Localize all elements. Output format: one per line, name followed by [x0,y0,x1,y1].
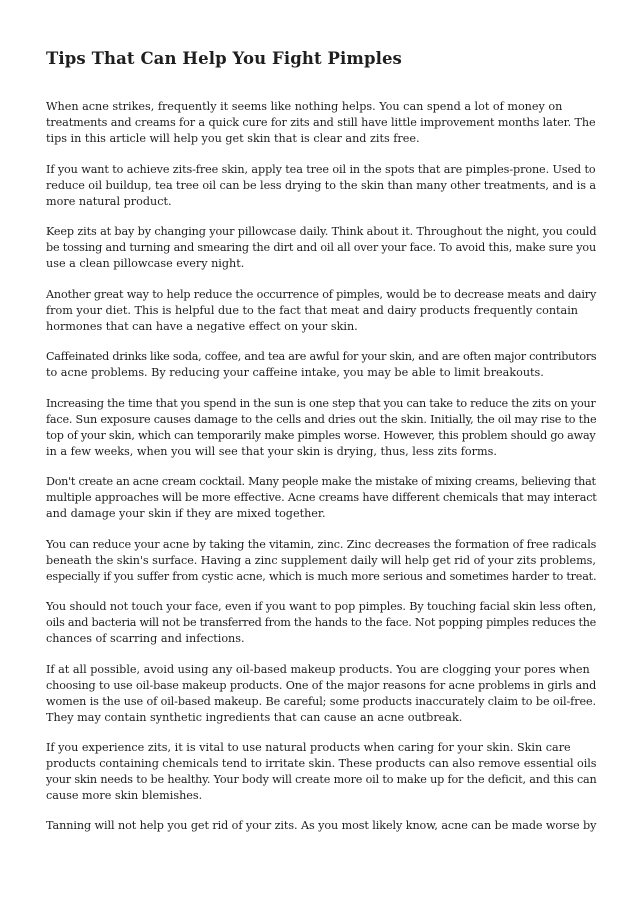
paragraph [46,162,596,210]
text-line: from your diet. This is helpful due to the fact that meat and dairy products frequently contain [46,304,579,317]
text-line: your skin needs to be healthy. Your body will create more oil to make up for the deficit, and this can [46,773,597,786]
paragraph [46,287,596,335]
text-line: Don't create an acne cream cocktail. Many people make the mistake of mixing creams, believing that [46,475,596,488]
text-line: You can reduce your acne by taking the vitamin, zinc. Zinc decreases the formation of free radicals [46,538,597,551]
text-line: reduce oil buildup, tea tree oil can be less drying to the skin than many other treatments, and is a [46,179,596,192]
text-line: tips in this article will help you get skin that is clear and zits free. [46,132,420,145]
document-title: Tips That Can Help You Fight Pimples [46,49,402,68]
text-line: treatments and creams for a quick cure for zits and still have little improvement months later. The [46,116,596,129]
text-line: choosing to use oil-base makeup products. One of the major reasons for acne problems in girls and [46,679,597,692]
text-line: in a few weeks, when you will see that your skin is drying, thus, less zits forms. [46,445,497,458]
text-line: cause more skin blemishes. [46,789,203,802]
text-line: oils and bacteria will not be transferred from the hands to the face. Not popping pimples reduces the [46,616,597,629]
text-line: especially if you suffer from cystic acne, which is much more serious and sometimes harder to treat. [46,570,597,583]
text-line: and damage your skin if they are mixed together. [46,507,326,520]
text-line: chances of scarring and infections. [46,632,245,645]
text-line: hormones that can have a negative effect on your skin. [46,320,358,333]
text-line: top of your skin, which can temporarily make pimples worse. However, this problem should go away [46,429,596,442]
text-line: be tossing and turning and smearing the dirt and oil all over your face. To avoid this, make sure you [46,241,596,254]
text-line: beneath the skin's surface. Having a zinc supplement daily will help get rid of your zits problems, [46,554,596,567]
text-line: They may contain synthetic ingredients that can cause an acne outbreak. [46,711,463,724]
text-line: Caffeinated drinks like soda, coffee, and tea are awful for your skin, and are often major contributors [46,350,597,363]
paragraph [46,396,596,460]
paragraph [46,474,596,522]
text-line: When acne strikes, frequently it seems like nothing helps. You can spend a lot of money on [46,100,563,113]
text-line: If you want to achieve zits-free skin, apply tea tree oil in the spots that are pimples-prone. Used to [46,163,596,176]
paragraph [46,99,596,147]
paragraph [46,599,596,647]
text-line: women is the use of oil-based makeup. Be careful; some products inaccurately claim to be oil-free. [46,695,596,708]
text-line: You should not touch your face, even if you want to pop pimples. By touching facial skin less often, [46,600,597,613]
text-line: multiple approaches will be more effective. Acne creams have different chemicals that may interact [46,491,597,504]
text-line: If at all possible, avoid using any oil-based makeup products. You are clogging your pores when [46,663,590,676]
text-line: Increasing the time that you spend in the sun is one step that you can take to reduce the zits on your [46,397,596,410]
text-line: to acne problems. By reducing your caffeine intake, you may be able to limit breakouts. [46,366,544,379]
text-line: Keep zits at bay by changing your pillowcase daily. Think about it. Throughout the night, you could [46,225,597,238]
paragraph [46,349,596,381]
paragraph [46,537,596,585]
paragraph [46,662,596,726]
text-line: Tanning will not help you get rid of your zits. As you most likely know, acne can be made worse by [46,819,597,832]
paragraph [46,224,596,272]
text-line: more natural product. [46,195,172,208]
paragraph [46,740,596,804]
text-line: products containing chemicals tend to irritate skin. These products can also remove essential oils [46,757,597,770]
text-line: use a clean pillowcase every night. [46,257,245,270]
text-line: Another great way to help reduce the occurrence of pimples, would be to decrease meats and dairy [46,288,597,301]
paragraph [46,818,596,834]
text-line: If you experience zits, it is vital to use natural products when caring for your skin. Skin care [46,741,571,754]
text-line: face. Sun exposure causes damage to the cells and dries out the skin. Initially, the oil may rise to the [46,413,597,426]
